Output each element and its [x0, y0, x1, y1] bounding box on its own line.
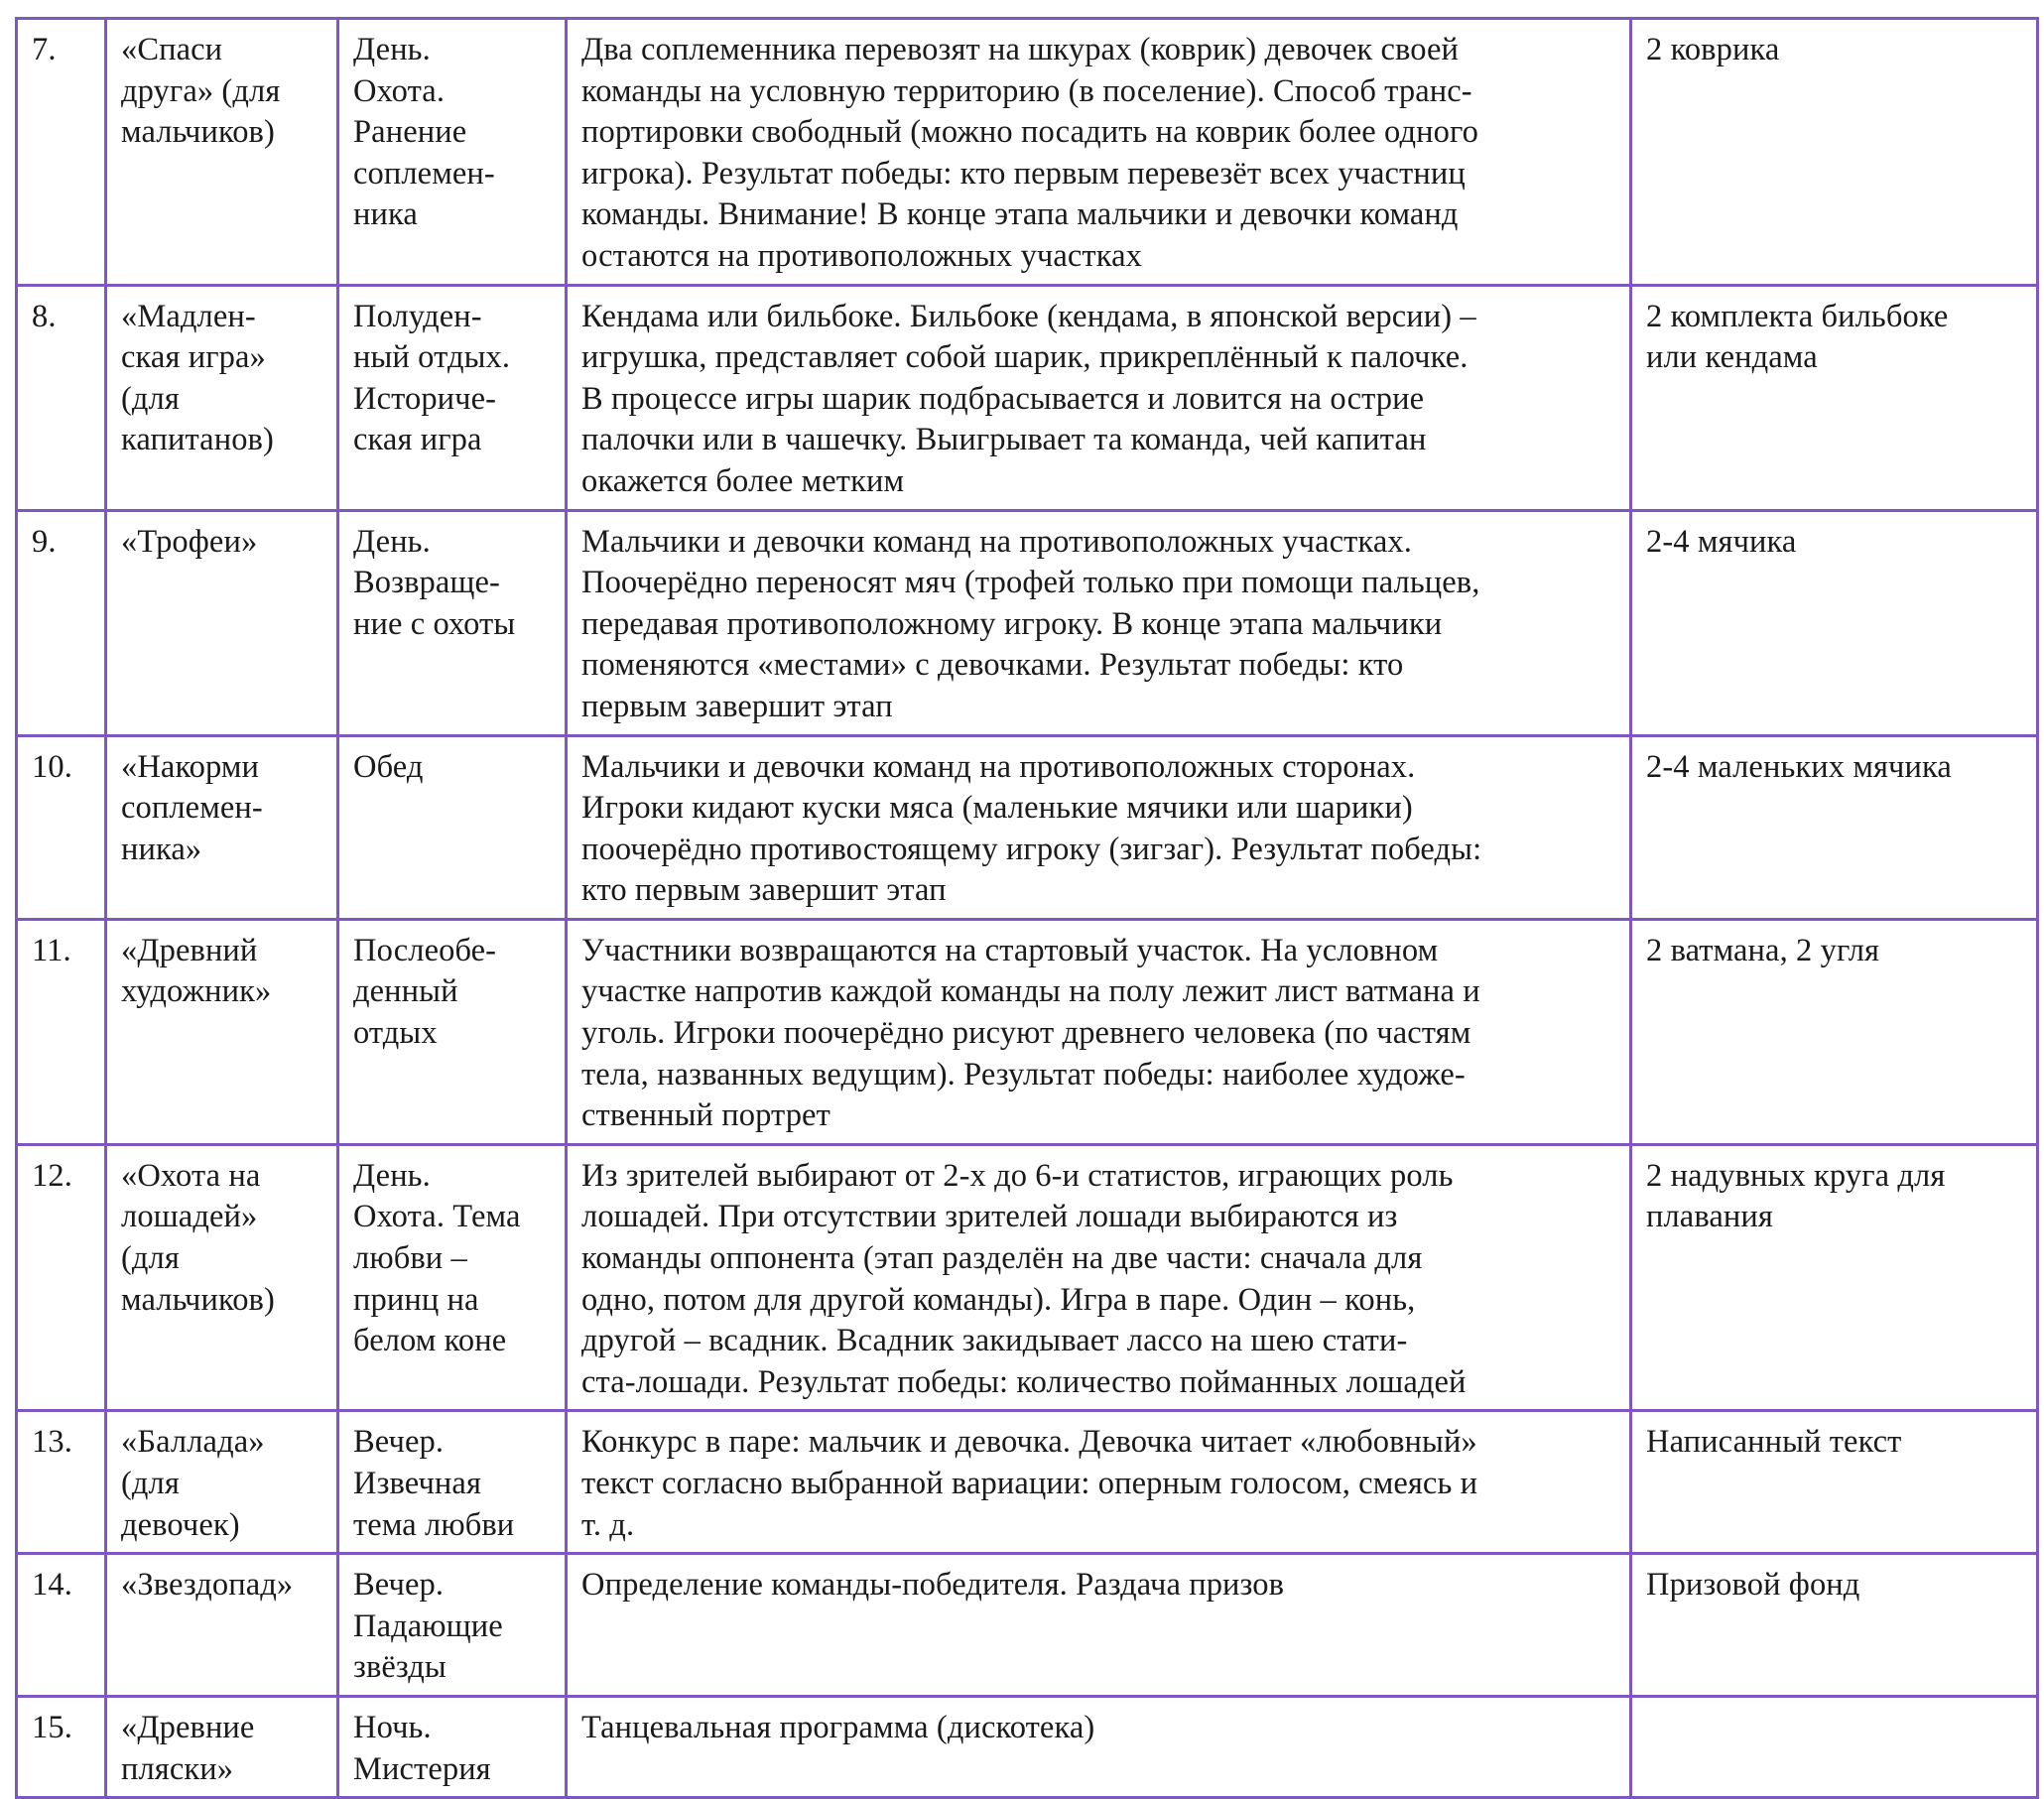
- cell-equipment: [1631, 1554, 2038, 1697]
- time-line: соплемен-: [353, 155, 495, 192]
- cell-equipment: [1631, 1144, 2038, 1411]
- table-row: [17, 1144, 2038, 1411]
- stage-line: «Мадлен-: [121, 298, 256, 334]
- description-line: Мальчики и девочки команд на противоположных сторонах.: [581, 748, 1416, 785]
- cell-description: [567, 1554, 1631, 1697]
- stage-line: (для: [121, 1466, 180, 1501]
- description-line: Из зрителей выбирают от 2-х до 6-и статистов, играющих роль: [581, 1157, 1454, 1194]
- stage-line: «Охота на: [121, 1157, 261, 1194]
- cell-time-theme: [338, 510, 567, 735]
- time-line: Падающие: [353, 1607, 503, 1644]
- stage-number: 14.: [32, 1567, 72, 1604]
- cell-number: [17, 1144, 106, 1411]
- cell-stage-name: [106, 510, 338, 735]
- cell-number: [17, 510, 106, 735]
- stage-number: 8.: [32, 298, 57, 334]
- time-line: Мистерия: [353, 1750, 491, 1787]
- description-line: Конкурс в паре: мальчик и девочка. Девочка читает «любовный»: [581, 1424, 1477, 1461]
- description-line: уголь. Игроки поочерёдно рисуют древнего человека (по частям: [581, 1015, 1471, 1052]
- cell-time-theme: [338, 1411, 567, 1554]
- cell-number: [17, 285, 106, 510]
- stage-line: «Спаси: [121, 32, 223, 67]
- table-row: [17, 1696, 2038, 1797]
- stage-line: «Баллада»: [121, 1424, 265, 1461]
- cell-description: [567, 919, 1631, 1144]
- table-row: [17, 1411, 2038, 1554]
- table-body: [17, 19, 2038, 1798]
- table-row: [17, 19, 2038, 286]
- stages-table: [15, 17, 2039, 1799]
- cell-stage-name: [106, 1411, 338, 1554]
- time-line: белом коне: [353, 1323, 507, 1359]
- time-line: ние с охоты: [353, 605, 516, 642]
- stage-number: 10.: [32, 748, 72, 785]
- description-line: Кендама или бильбоке. Бильбоке (кендама, в японской версии) –: [581, 298, 1476, 334]
- description-line: поочерёдно противостоящему игроку (зигзаг). Результат победы:: [581, 831, 1482, 867]
- stage-line: соплемен-: [121, 790, 263, 827]
- time-line: Охота.: [353, 72, 446, 109]
- equipment-line: 2 ватмана, 2 угля: [1646, 932, 1880, 968]
- time-line: День.: [353, 523, 431, 560]
- description-line: текст согласно выбранной вариации: оперным голосом, смеясь и: [581, 1466, 1478, 1501]
- cell-time-theme: [338, 285, 567, 510]
- equipment-line: или кендама: [1646, 339, 1818, 376]
- cell-description: [567, 735, 1631, 919]
- cell-time-theme: [338, 19, 567, 286]
- cell-number: [17, 19, 106, 286]
- time-line: звёзды: [353, 1649, 447, 1686]
- description-line: команды оппонента (этап разделён на две части: сначала для: [581, 1240, 1423, 1277]
- description-line: команды на условную территорию (в поселение). Способ транс-: [581, 72, 1472, 109]
- stage-line: художник»: [121, 973, 272, 1010]
- cell-description: [567, 1411, 1631, 1554]
- stage-line: «Трофеи»: [121, 523, 258, 560]
- description-line: Игроки кидают куски мяса (маленькие мячики или шарики): [581, 790, 1413, 827]
- table-row: [17, 285, 2038, 510]
- description-line: Два соплеменника перевозят на шкурах (коврик) девочек своей: [581, 32, 1459, 67]
- table-row: [17, 1554, 2038, 1697]
- stage-line: девочек): [121, 1506, 240, 1543]
- cell-stage-name: [106, 285, 338, 510]
- cell-time-theme: [338, 1554, 567, 1697]
- description-line: Определение команды-победителя. Раздача призов: [581, 1567, 1285, 1604]
- stage-number: 12.: [32, 1157, 72, 1194]
- table-row: [17, 919, 2038, 1144]
- time-line: Ранение: [353, 114, 467, 151]
- description-line: Поочерёдно переносят мяч (трофей только при помощи пальцев,: [581, 565, 1480, 601]
- description-line: другой – всадник. Всадник закидывает лассо на шею стати-: [581, 1323, 1408, 1359]
- cell-time-theme: [338, 1144, 567, 1411]
- cell-number: [17, 735, 106, 919]
- time-line: Послеобе-: [353, 932, 497, 968]
- time-line: День.: [353, 32, 431, 67]
- equipment-line: Написанный текст: [1646, 1424, 1902, 1461]
- equipment-line: 2-4 мячика: [1646, 523, 1797, 560]
- cell-equipment: [1631, 510, 2038, 735]
- cell-number: [17, 1554, 106, 1697]
- time-line: Вечер.: [353, 1567, 445, 1604]
- stage-line: «Древний: [121, 932, 258, 968]
- cell-time-theme: [338, 1696, 567, 1797]
- time-line: тема любви: [353, 1506, 515, 1543]
- equipment-line: 2 надувных круга для: [1646, 1157, 1946, 1194]
- description-line: поменяются «местами» с девочками. Результат победы: кто: [581, 647, 1404, 684]
- time-line: ская игра: [353, 422, 482, 458]
- stage-number: 15.: [32, 1709, 72, 1745]
- cell-time-theme: [338, 919, 567, 1144]
- time-line: Охота. Тема: [353, 1199, 521, 1235]
- stage-line: мальчиков): [121, 1281, 275, 1318]
- time-line: принц на: [353, 1281, 479, 1318]
- cell-number: [17, 1411, 106, 1554]
- stage-line: (для: [121, 380, 180, 417]
- cell-equipment: [1631, 735, 2038, 919]
- time-line: Ночь.: [353, 1709, 432, 1745]
- description-line: Танцевальная программа (дискотека): [581, 1709, 1095, 1745]
- time-line: ника: [353, 196, 418, 233]
- description-line: команды. Внимание! В конце этапа мальчики и девочки команд: [581, 196, 1459, 233]
- description-line: одно, потом для другой команды). Игра в паре. Один – конь,: [581, 1281, 1416, 1318]
- time-line: любви –: [353, 1240, 467, 1277]
- description-line: передавая противоположному игроку. В конце этапа мальчики: [581, 605, 1443, 642]
- equipment-line: 2-4 маленьких мячика: [1646, 748, 1952, 785]
- time-line: Обед: [353, 748, 424, 785]
- stage-line: «Накорми: [121, 748, 260, 785]
- equipment-line: плавания: [1646, 1199, 1773, 1235]
- description-line: ста-лошади. Результат победы: количество пойманных лошадей: [581, 1363, 1467, 1400]
- cell-description: [567, 285, 1631, 510]
- description-line: В процессе игры шарик подбрасывается и ловится на острие: [581, 380, 1425, 417]
- cell-time-theme: [338, 735, 567, 919]
- stage-line: друга» (для: [121, 72, 281, 109]
- stage-line: капитанов): [121, 422, 274, 458]
- cell-equipment: [1631, 19, 2038, 286]
- description-line: палочки или в чашечку. Выигрывает та команда, чей капитан: [581, 422, 1427, 458]
- description-line: лошадей. При отсутствии зрителей лошади выбираются из: [581, 1199, 1398, 1235]
- time-line: Возвраще-: [353, 565, 500, 601]
- stage-line: «Звездопад»: [121, 1567, 294, 1604]
- equipment-line: 2 комплекта бильбоке: [1646, 298, 1949, 334]
- stage-line: ника»: [121, 831, 202, 867]
- stage-number: 11.: [32, 932, 71, 968]
- description-line: Участники возвращаются на стартовый участок. На условном: [581, 932, 1439, 968]
- cell-equipment: [1631, 1411, 2038, 1554]
- cell-description: [567, 1696, 1631, 1797]
- description-line: Мальчики и девочки команд на противоположных участках.: [581, 523, 1412, 560]
- cell-equipment: [1631, 1696, 2038, 1797]
- description-line: портировки свободный (можно посадить на коврик более одного: [581, 114, 1478, 151]
- cell-equipment: [1631, 919, 2038, 1144]
- time-line: Вечер.: [353, 1424, 445, 1461]
- cell-number: [17, 1696, 106, 1797]
- description-line: остаются на противоположных участках: [581, 237, 1142, 274]
- description-line: кто первым завершит этап: [581, 872, 947, 909]
- description-line: тела, названных ведущим). Результат победы: наиболее художе-: [581, 1056, 1466, 1092]
- description-line: ственный портрет: [581, 1097, 830, 1134]
- description-line: окажется более метким: [581, 462, 905, 499]
- description-line: игрока). Результат победы: кто первым перевезёт всех участниц: [581, 155, 1466, 192]
- description-line: участке напротив каждой команды на полу лежит лист ватмана и: [581, 973, 1480, 1010]
- stage-line: (для: [121, 1240, 180, 1277]
- cell-equipment: [1631, 285, 2038, 510]
- time-line: отдых: [353, 1015, 438, 1052]
- stage-number: 7.: [32, 32, 57, 67]
- time-line: Полуден-: [353, 298, 482, 334]
- cell-description: [567, 510, 1631, 735]
- time-line: День.: [353, 1157, 431, 1194]
- stage-number: 13.: [32, 1424, 72, 1461]
- cell-stage-name: [106, 1696, 338, 1797]
- equipment-line: 2 коврика: [1646, 32, 1780, 67]
- time-line: денный: [353, 973, 458, 1010]
- cell-stage-name: [106, 19, 338, 286]
- stage-line: пляски»: [121, 1750, 234, 1787]
- description-line: первым завершит этап: [581, 688, 893, 724]
- stage-number: 9.: [32, 523, 57, 560]
- table-row: [17, 510, 2038, 735]
- cell-description: [567, 19, 1631, 286]
- cell-number: [17, 919, 106, 1144]
- equipment-line: Призовой фонд: [1646, 1567, 1860, 1604]
- time-line: Историче-: [353, 380, 497, 417]
- description-line: игрушка, представляет собой шарик, прикреплённый к палочке.: [581, 339, 1469, 376]
- cell-stage-name: [106, 1144, 338, 1411]
- stage-line: мальчиков): [121, 114, 275, 151]
- stage-line: лошадей»: [121, 1199, 258, 1235]
- time-line: Извечная: [353, 1466, 481, 1501]
- time-line: ный отдых.: [353, 339, 511, 376]
- cell-stage-name: [106, 919, 338, 1144]
- stage-line: ская игра»: [121, 339, 266, 376]
- description-line: т. д.: [581, 1506, 635, 1543]
- stage-line: «Древние: [121, 1709, 255, 1745]
- cell-stage-name: [106, 735, 338, 919]
- cell-description: [567, 1144, 1631, 1411]
- table-row: [17, 735, 2038, 919]
- cell-stage-name: [106, 1554, 338, 1697]
